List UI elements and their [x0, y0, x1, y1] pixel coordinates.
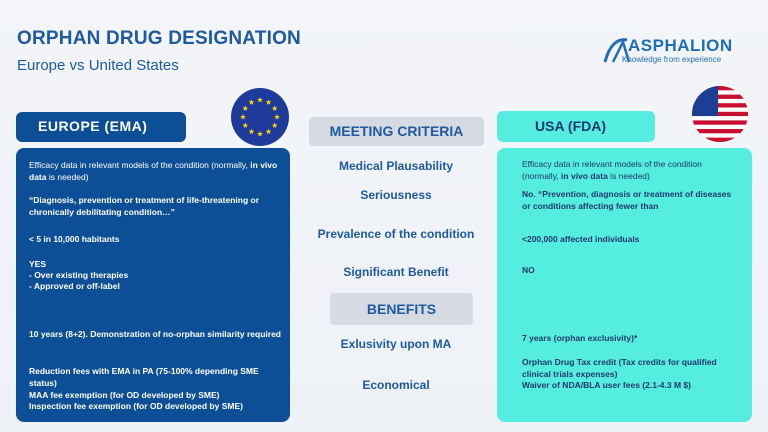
criteria-medical-plausibility: Medical Plausability [338, 159, 454, 173]
europe-benefit-head: YES [29, 259, 47, 269]
logo-tagline: Knowledge from experience [622, 55, 722, 64]
usa-econ-line2: Waiver of NDA/BLA user fees (2.1-4.3 M $) [522, 380, 691, 390]
usa-econ-line1: Orphan Drug Tax credit (Tax credits for qualified clinical trials expenses) [522, 357, 717, 379]
europe-prevalence: < 5 in 10,000 habitants [29, 234, 120, 244]
usa-benefit: NO [522, 265, 535, 275]
europe-seriousness: “Diagnosis, prevention or treatment of life-threatening or chronically debilitating condition…” [29, 195, 259, 217]
usa-plausibility-bold: in vivo data [561, 170, 608, 181]
page-subtitle: Europe vs United States [17, 57, 179, 74]
usa-plausibility-text: Efficacy data in relevant models of the condition (normally, [522, 159, 702, 181]
usa-plausibility [522, 159, 737, 182]
benefit-exclusivity: Exlusivity upon MA [340, 337, 452, 351]
europe-plausibility-bold: in vivo data [29, 160, 278, 182]
europe-benefit-line2: - Approved or off-label [29, 281, 120, 291]
meeting-criteria-heading: MEETING CRITERIA [309, 117, 484, 146]
usa-seriousness: No. “Prevention, diagnosis or treatment of diseases or conditions affecting fewer than [522, 189, 732, 211]
us-flag-icon [692, 86, 748, 142]
europe-plausibility-text: Efficacy data in relevant models of the condition (normally, [29, 160, 251, 170]
page-title: ORPHAN DRUG DESIGNATION [17, 28, 301, 49]
europe-econ-line1: Reduction fees with EMA in PA (75-100% depending SME status) [29, 366, 259, 388]
europe-benefit-line1: - Over existing therapies [29, 270, 129, 280]
europe-econ-line2: MAA fee exemption (for OD developed by SME) [29, 390, 220, 400]
criteria-prevalence: Prevalence of the condition [317, 227, 475, 241]
europe-tab: EUROPE (EMA) [16, 112, 186, 142]
usa-tab: USA (FDA) [497, 111, 655, 142]
criteria-significant-benefit: Significant Benefit [343, 265, 449, 279]
benefits-heading: BENEFITS [330, 293, 473, 325]
benefit-economical: Economical [362, 378, 430, 392]
usa-prevalence: <200,000 affected individuals [522, 234, 640, 244]
criteria-seriousness: Seriousness [360, 188, 432, 202]
usa-exclusivity: 7 years (orphan exclusivity)* [522, 333, 638, 343]
usa-plausibility-end: is needed) [607, 170, 650, 181]
europe-plausibility-end: is needed) [46, 171, 89, 182]
europe-plausibility [29, 160, 281, 183]
europe-exclusivity: 10 years (8+2). Demonstration of no-orphan similarity required [29, 329, 281, 339]
europe-econ-line3: Inspection fee exemption (for OD developed by SME) [29, 401, 243, 411]
logo-name: ASPHALION [628, 36, 733, 55]
eu-flag-icon [231, 88, 289, 146]
